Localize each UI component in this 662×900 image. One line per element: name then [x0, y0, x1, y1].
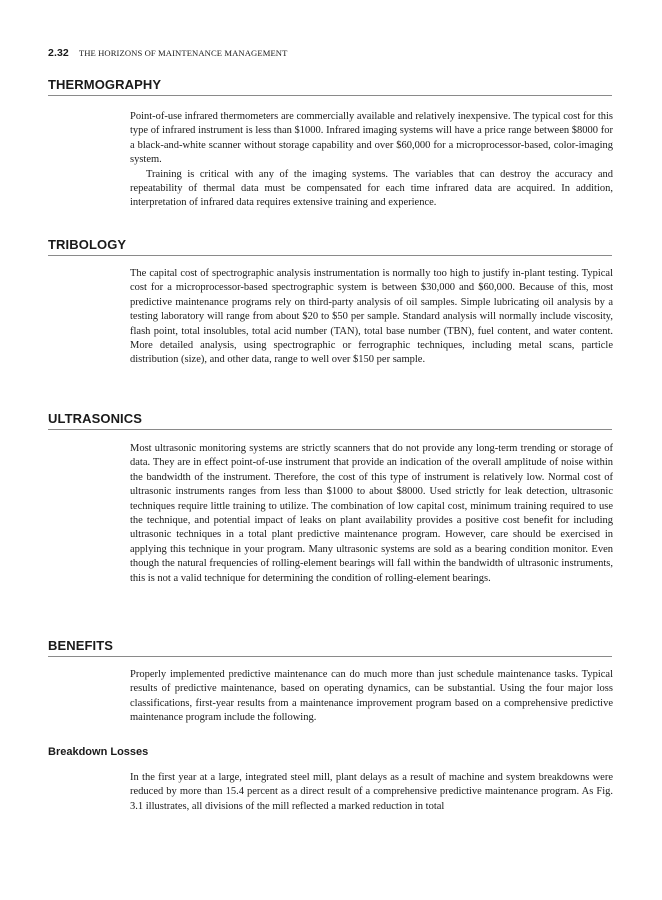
- paragraph: Properly implemented predictive maintenance can do much more than just schedule maintenance tasks. Typical results of predictive maintenance, based on operating dynamics, can be substantial. Using the four major loss classifications, first-year results from a maintenance improvement program based on a comprehensive predictive maintenance program include the following.: [130, 669, 613, 724]
- section-body-benefits: [130, 668, 613, 726]
- page-number: 2.32: [48, 47, 69, 59]
- section-heading-benefits: BENEFITS: [48, 638, 612, 657]
- paragraph: Training is critical with any of the imaging systems. The variables that can destroy the accuracy and repeatability of thermal data must be compensated for each time infrared data are acquired. In addition, interpretation of infrared data requires extensive training and experience.: [130, 168, 613, 209]
- section-heading-tribology: TRIBOLOGY: [48, 237, 612, 256]
- section-heading-ultrasonics: ULTRASONICS: [48, 411, 612, 430]
- running-header: [48, 47, 287, 59]
- paragraph: Point-of-use infrared thermometers are commercially available and relatively inexpensive. The typical cost for this type of infrared instrument is less than $1000. Infrared imaging systems will have a price range between $8000 for a black-and-white scanner without storage capability and over $60,000 for a microprocessor-based, color-imaging system.: [130, 111, 613, 166]
- section-body-breakdown-losses: [130, 771, 613, 814]
- section-heading-thermography: THERMOGRAPHY: [48, 77, 612, 96]
- section-body-thermography: [130, 110, 613, 211]
- paragraph: Most ultrasonic monitoring systems are strictly scanners that do not provide any long-term trending or storage of data. They are in effect point-of-use instrument that provide an indication of the overall amplitude of noise within the bandwidth of the instrument. Therefore, the cost of this type of instrument is relatively low. Normal cost of ultrasonic instruments ranges from less than $1000 to about $8000. Used strictly for leak detection, ultrasonic techniques require little training to utilize. The combination of low capital cost, minimum training required to use the technique, and potential impact of leaks on plant availability provides a positive cost benefit for including ultrasonic techniques in a total plant predictive maintenance program. However, care should be exercised in applying this technique in your program. Many ultrasonic systems are sold as a bearing condition monitor. Even though the natural frequencies of rolling-element bearings will fall within the bandwidth of ultrasonic instruments, this is not a valid technique for determining the condition of rolling-element bearings.: [130, 443, 613, 584]
- paragraph: The capital cost of spectrographic analysis instrumentation is normally too high to justify in-plant testing. Typical cost for a microprocessor-based spectrographic system is between $30,000 and $60,000. Because of this, most predictive maintenance programs rely on third-party analysis of oil samples. Simple lubricating oil analysis by a testing laboratory will range from about $20 to $50 per sample. Standard analysis will normally include viscosity, flash point, total insolubles, total acid number (TAN), total base number (TBN), fuel content, and water content. More detailed analysis, using spectrographic or ferrographic techniques, including metal scans, particle distribution (size), and other data, range to well over $150 per sample.: [130, 268, 613, 366]
- paragraph: In the first year at a large, integrated steel mill, plant delays as a result of machine and system breakdowns were reduced by more than 15.4 percent as a direct result of a comprehensive predictive maintenance program. As Fig. 3.1 illustrates, all divisions of the mill reflected a marked reduction in total: [130, 772, 613, 812]
- section-body-tribology: [130, 267, 613, 368]
- subsection-heading-breakdown-losses: Breakdown Losses: [48, 746, 149, 758]
- section-body-ultrasonics: [130, 442, 613, 586]
- running-title: THE HORIZONS OF MAINTENANCE MANAGEMENT: [78, 48, 288, 58]
